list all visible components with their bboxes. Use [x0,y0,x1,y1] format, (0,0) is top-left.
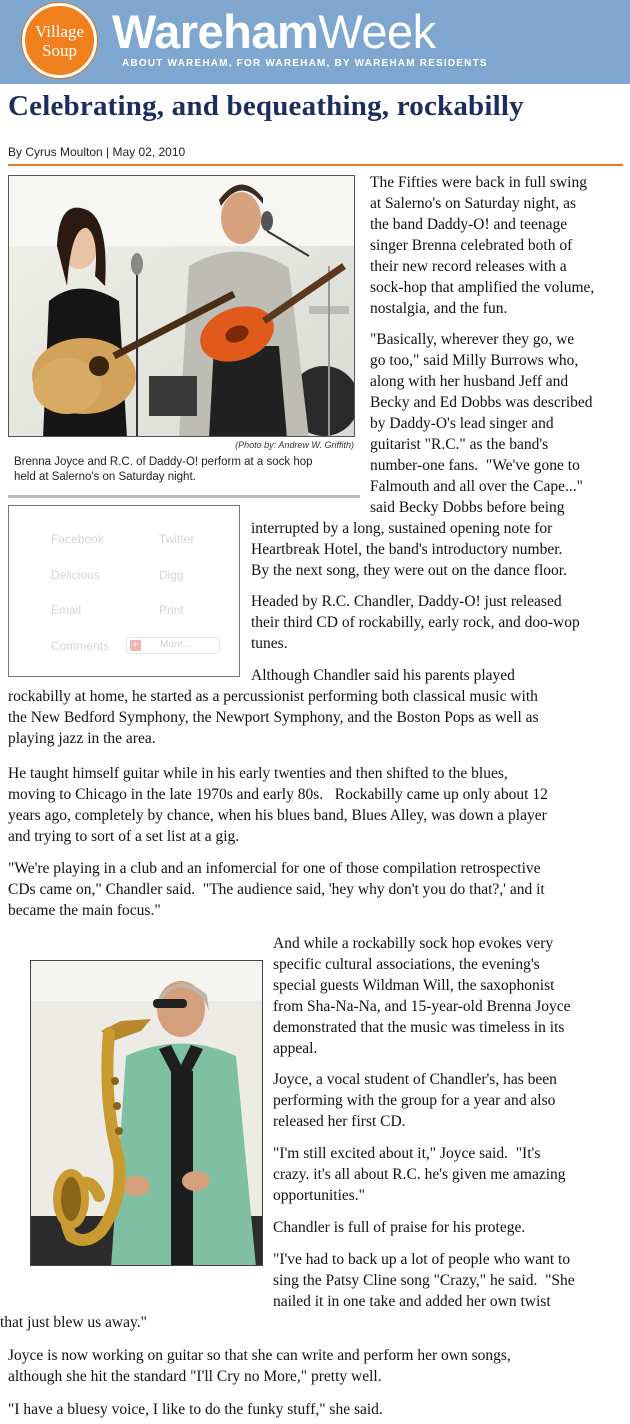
saxophonist-photo[interactable] [30,960,263,1266]
text-line: the band Daddy-O! and teenage [370,216,568,233]
paragraph-sock-hop [273,933,571,1059]
text-line: The Fifties were back in full swing [370,174,587,191]
text-line: demonstrated that the music was timeless in its [273,1019,565,1036]
text-line: became the main focus." [8,902,161,919]
share-delicious-link[interactable]: Delicious [51,568,100,582]
section-divider [8,495,360,498]
paragraph-patsy-cline [273,1249,575,1312]
share-twitter-link[interactable]: Twitter [159,532,195,546]
share-email-link[interactable]: Email [51,603,82,617]
text-line: their new record releases with a [370,258,567,275]
text-line: "We're playing in a club and an infomercial for one of those compilation retrospective [8,860,541,877]
plus-icon: + [130,640,141,651]
text-line: that just blew us away." [0,1314,147,1331]
text-line: sock-hop that amplified the volume, [370,279,595,296]
text-line: special guests Wildman Will, the saxophonist [273,977,555,994]
article-byline: By Cyrus Moulton | May 02, 2010 [8,145,186,159]
text-line: playing jazz in the area. [8,730,156,747]
paragraph-burrows-quote [370,329,593,518]
text-line: crazy. it's all about R.C. he's given me amazing [273,1166,566,1183]
paragraph-heartbreak-hotel [251,518,567,581]
text-line: tunes. [251,635,288,652]
text-line: interrupted by a long, sustained opening note for [251,520,553,537]
text-line: "I have a bluesy voice, I like to do the funky stuff," she said. [8,1401,383,1418]
more-label: More... [160,639,192,650]
text-line: at Salerno's on Saturday night, as [370,195,576,212]
text-line: "I've had to back up a lot of people who want to [273,1251,571,1268]
article-title: Celebrating, and bequeathing, rockabilly [8,90,524,122]
text-line: Becky and Ed Dobbs was described [370,394,593,411]
paragraph-third-cd [251,591,580,654]
text-line: their third CD of rockabilly, early rock, and doo-wop [251,614,580,631]
text-line: the New Bedford Symphony, the Newport Symphony, and the Boston Pops as well as [8,709,539,726]
text-line: from Sha-Na-Na, and 15-year-old Brenna Joyce [273,998,571,1015]
paragraph-working-guitar [8,1345,511,1387]
paragraph-vocal-student [273,1069,557,1132]
text-line: released her first CD. [273,1113,406,1130]
logo-line1: Village [34,22,85,41]
text-line: by Daddy-O's lead singer and [370,415,554,432]
caption-line: held at Salerno's on Saturday night. [14,471,196,483]
text-line: moving to Chicago in the late 1970s and early 80s. Rockabilly came up only about 12 [8,786,548,803]
site-brand[interactable] [112,4,436,60]
text-line: nostalgia, and the fun. [370,300,508,317]
text-line: sing the Patsy Cline song "Crazy," he said. "She [273,1272,575,1289]
text-line: Headed by R.C. Chandler, Daddy-O! just released [251,593,562,610]
text-line: CDs came on," Chandler said. "The audience said, 'hey why don't you do that?,' and it [8,881,545,898]
text-line: opportunities." [273,1187,366,1204]
paragraph-blew-us-away [0,1312,147,1333]
share-box [8,505,240,677]
paragraph-guitar-blues [8,763,548,847]
band-performance-illustration [9,176,355,437]
text-line: specific cultural associations, the evening's [273,956,540,973]
text-line: Joyce is now working on guitar so that she can write and perform her own songs, [8,1347,511,1364]
share-more-button[interactable] [126,637,220,654]
text-line: singer Brenna celebrated both of [370,237,573,254]
text-line: Heartbreak Hotel, the band's introductory number. [251,541,563,558]
share-facebook-link[interactable]: Facebook [51,532,104,546]
paragraph-infomercial [8,858,545,921]
text-line: "Basically, wherever they go, we [370,331,575,348]
byline-divider [8,164,623,166]
text-line: He taught himself guitar while in his early twenties and then shifted to the blues, [8,765,508,782]
text-line: By the next song, they were out on the dance floor. [251,562,567,579]
text-line: along with her husband Jeff and [370,373,569,390]
paragraph-percussionist [8,686,539,749]
text-line: years ago, completely by chance, when his blues band, Blues Alley, was down a player [8,807,547,824]
text-line: rockabilly at home, he started as a percussionist performing both classical music with [8,688,538,705]
text-line: go too," said Milly Burrows who, [370,352,579,369]
paragraph-parents-start [251,665,515,686]
text-line: and trying to sort of a set list at a gig. [8,828,240,845]
logo-line2: Soup [42,41,77,60]
saxophonist-illustration [31,961,263,1266]
share-comments-link[interactable]: Comments [51,639,110,653]
site-tagline: ABOUT WAREHAM, FOR WAREHAM, BY WAREHAM RESIDENTS [122,58,488,69]
text-line: guitarist "R.C." as the band's [370,436,549,453]
photo-credit: (Photo by: Andrew W. Griffith) [235,440,354,450]
text-line: number-one fans. "We've gone to [370,457,580,474]
brand-light: Week [318,5,436,58]
share-digg-link[interactable]: Digg [159,568,184,582]
text-line: Joyce, a vocal student of Chandler's, has been [273,1071,557,1088]
text-line: although she hit the standard "I'll Cry no More," pretty well. [8,1368,382,1385]
text-line: nailed it in one take and added her own twist [273,1293,551,1310]
text-line: "I'm still excited about it," Joyce said. "It's [273,1145,541,1162]
brand-bold: Wareham [112,5,319,58]
text-line: And while a rockabilly sock hop evokes very [273,935,554,952]
text-line: Although Chandler said his parents played [251,667,515,684]
text-line: Falmouth and all over the Cape..." [370,478,583,495]
photo-caption [14,455,354,485]
text-line: Chandler is full of praise for his protege. [273,1219,526,1236]
caption-line: Brenna Joyce and R.C. of Daddy-O! perform at a sock hop [14,456,313,468]
paragraph-intro [370,172,594,319]
masthead [0,0,630,84]
share-print-link[interactable]: Print [159,603,184,617]
text-line: appeal. [273,1040,318,1057]
paragraph-joyce-quote [273,1143,566,1206]
band-performance-photo[interactable] [8,175,355,437]
paragraph-praise [273,1217,525,1238]
paragraph-bluesy-voice [8,1399,383,1420]
village-soup-logo[interactable] [22,3,97,78]
text-line: said Becky Dobbs before being [370,499,565,516]
text-line: performing with the group for a year and also [273,1092,556,1109]
